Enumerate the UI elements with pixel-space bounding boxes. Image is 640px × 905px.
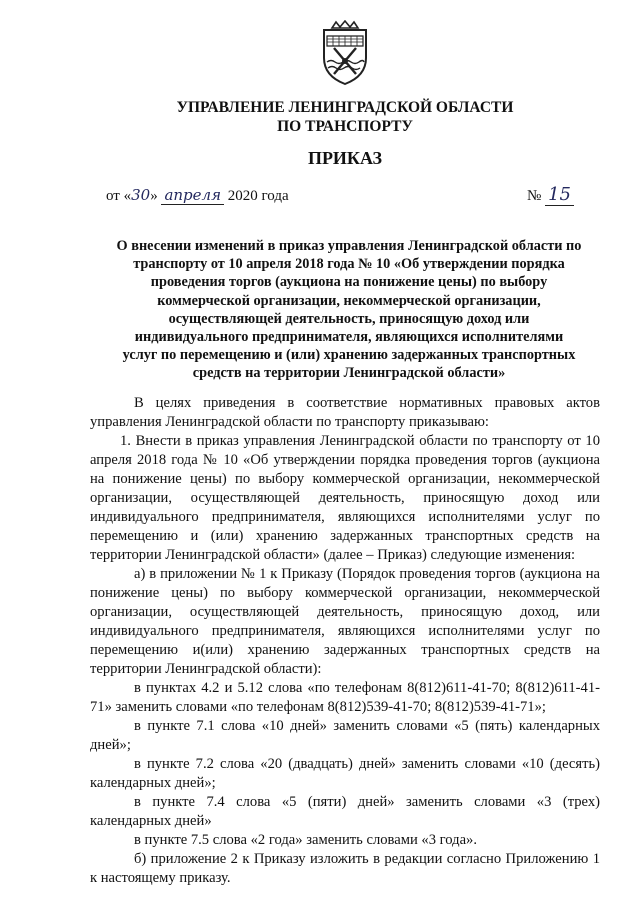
- document-type-heading: ПРИКАЗ: [307, 148, 383, 168]
- number-label: №: [527, 188, 542, 204]
- body-paragraph-change: в пункте 7.5 слова «2 года» заменить словами «3 года».: [134, 832, 477, 848]
- body-paragraph-item-1: 1. Внести в приказ управления Ленинградской области по транспорту от 10 апреля 2018 года № 10 «Об утверждении порядка проведения торгов (аукциона на понижение цены) по выбору коммерческой организации, некоммерческой организации, осуществляющей деятельность, приносящую доход или индивидуального предпринимателя, являющихся исполнителями услуг по перемещению и (или) хранению задержанных транспортных средств на территории Ленинградской области» (далее – Приказ) следующие изменения:: [90, 433, 600, 563]
- body-paragraph-change: в пункте 7.2 слова «20 (двадцать) дней» заменить словами «10 (десять) календарных дней»;: [90, 756, 600, 791]
- title-line: индивидуального предпринимателя, являющихся исполнителями: [134, 329, 564, 346]
- title-line: услуг по перемещению и (или) хранению задержанных транспортных: [122, 347, 576, 364]
- date-separator: »: [150, 188, 158, 204]
- title-line: коммерческой организации, некоммерческой организации,: [157, 292, 541, 309]
- date-month: апреля: [161, 186, 224, 205]
- title-line: осуществляющей деятельность, приносящую доход или: [168, 310, 530, 327]
- document-title: [90, 237, 608, 383]
- title-line: О внесении изменений в приказ управления Ленинградской области по: [116, 238, 582, 254]
- coat-of-arms-emblem: [318, 20, 372, 86]
- date-year: 2020 года: [227, 188, 289, 204]
- body-paragraph-item-a: а) в приложении № 1 к Приказу (Порядок проведения торгов (аукциона на понижение цены) по выбору коммерческой организации, некоммерческой организации, осуществляющей деятельность, приносящую доход, или индивидуального предпринимателя, являющихся исполнителями услуг по перемещению и(или) хранению задержанных транспортных средств на территории Ленинградской области):: [90, 566, 600, 677]
- body-paragraph-change: в пункте 7.1 слова «10 дней» заменить словами «5 (пять) календарных дней»;: [90, 718, 600, 753]
- document-body: [90, 394, 600, 888]
- organization-name-line-2: ПО ТРАНСПОРТУ: [277, 118, 413, 135]
- document-number: [527, 184, 574, 206]
- date-prefix: от «: [106, 188, 132, 204]
- body-paragraph-change: в пунктах 4.2 и 5.12 слова «по телефонам 8(812)611-41-70; 8(812)611-41-71» заменить словами «по телефонам 8(812)539-41-70; 8(812)539-41-71»;: [90, 680, 600, 715]
- document-date: [106, 186, 289, 205]
- body-paragraph-item-b: б) приложение 2 к Приказу изложить в редакции согласно Приложению 1 к настоящему приказу.: [90, 851, 600, 886]
- title-line: проведения торгов (аукциона на понижение цены) по выбору: [150, 274, 548, 291]
- date-day: 30: [131, 186, 151, 204]
- organization-name-line-1: УПРАВЛЕНИЕ ЛЕНИНГРАДСКОЙ ОБЛАСТИ: [176, 99, 514, 116]
- title-line: транспорту от 10 апреля 2018 года № 10 «Об утверждении порядка: [133, 256, 565, 273]
- body-paragraph-preamble: В целях приведения в соответствие нормативных правовых актов управления Ленинградской области по транспорту приказываю:: [90, 395, 600, 430]
- number-value: 15: [545, 184, 574, 206]
- body-paragraph-change: в пункте 7.4 слова «5 (пяти) дней» заменить словами «3 (трех) календарных дней»: [90, 794, 600, 829]
- title-line: средств на территории Ленинградской области»: [192, 365, 506, 382]
